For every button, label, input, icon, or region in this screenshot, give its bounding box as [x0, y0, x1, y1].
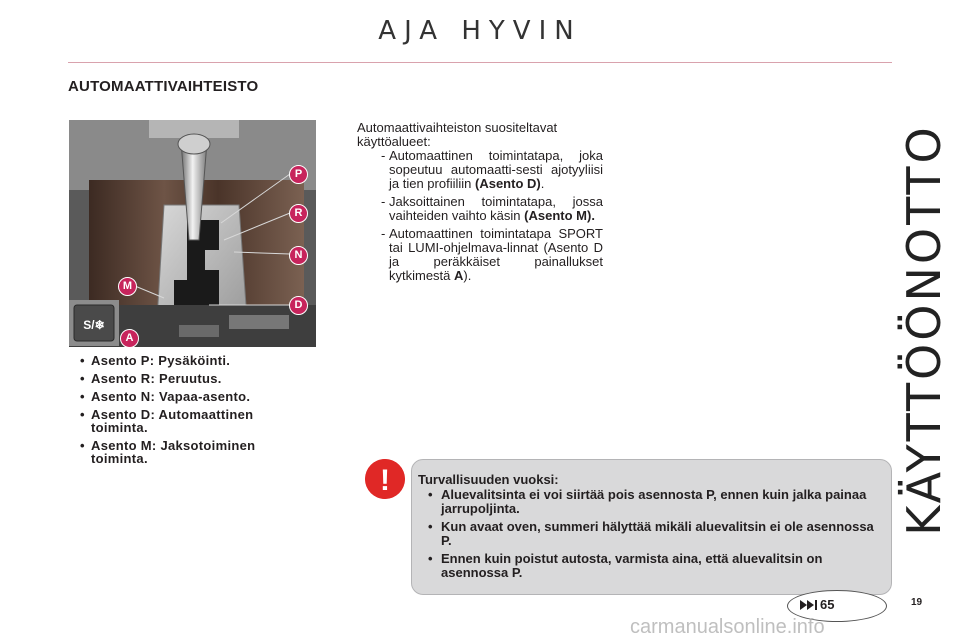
intro-lead: Automaattivaihteiston suositeltavat käyttöalueet: [357, 120, 558, 149]
mode-item [381, 148, 603, 191]
bullet-dot: • [80, 371, 85, 386]
mode-dash: - [381, 194, 386, 209]
position-text: Asento D: Automaattinen toiminta. [91, 407, 254, 435]
mode-after: . [540, 176, 545, 191]
warning-item [428, 488, 878, 516]
mode-text: Automaattinen toimintatapa SPORT tai LUMI-ohjelmava-linnat (Asento D ja peräkkäiset painallukset kytkimestä [389, 226, 603, 283]
page-reference-number: 65 [820, 597, 835, 612]
inset-switch-label: S/❄ [83, 318, 105, 332]
bullet-dot: • [428, 487, 433, 502]
position-item [80, 390, 310, 403]
header-divider [68, 62, 892, 63]
position-item [80, 408, 310, 434]
warning-text: Kun avaat oven, summeri hälyttää mikäli aluevalitsin ei ole asennossa P. [441, 519, 874, 548]
mode-emphasis: A [454, 268, 464, 283]
warning-text: Aluevalitsinta ei voi siirtää pois asennosta P, ennen kuin jalka painaa jarrupoljinta. [441, 487, 867, 516]
warning-title: Turvallisuuden vuoksi: [418, 472, 559, 487]
callout-r: R [289, 204, 308, 223]
warning-item [428, 552, 878, 580]
position-text: Asento R: Peruutus. [91, 371, 222, 386]
position-item [80, 372, 310, 385]
position-item [80, 439, 310, 465]
warning-item [428, 520, 878, 548]
side-chapter-title [896, 124, 952, 536]
mode-emphasis: (Asento M). [524, 208, 595, 223]
side-chapter-label: KÄYTTÖÖNOTTO [897, 124, 951, 536]
callout-m: M [118, 277, 137, 296]
callout-p: P [289, 165, 308, 184]
bullet-dot: • [428, 551, 433, 566]
mode-item [381, 194, 603, 223]
watermark: carmanualsonline.info [630, 616, 825, 638]
mode-emphasis: (Asento D) [475, 176, 541, 191]
bullet-dot: • [428, 519, 433, 534]
warning-list [428, 488, 878, 584]
page-number: 19 [911, 597, 923, 608]
callout-a: A [120, 329, 139, 348]
bullet-dot: • [80, 353, 85, 368]
exclamation-icon [365, 459, 405, 499]
callout-d: D [289, 296, 308, 315]
callout-n: N [289, 246, 308, 265]
mode-dash: - [381, 226, 386, 241]
mode-text: Automaattinen toimintatapa, joka sopeutuu automaatti-sesti ajotyyliisi ja tien profiiliin [389, 148, 603, 191]
mode-item [381, 226, 603, 283]
mode-after: ). [463, 268, 472, 283]
page-header-title: AJA HYVIN [378, 16, 582, 46]
warning-text: Ennen kuin poistut autosta, varmista aina, että aluevalitsin on asennossa P. [441, 551, 823, 580]
mode-dash: - [381, 148, 386, 163]
mode-list [381, 148, 603, 283]
position-item [80, 354, 310, 367]
snow-sport-switch-inset [69, 300, 119, 346]
section-title: AUTOMAATTIVAIHTEISTO [68, 78, 259, 95]
position-text: Asento N: Vapaa-asento. [91, 389, 251, 404]
position-text: Asento M: Jaksotoiminen toiminta. [91, 438, 256, 466]
mode-text: Jaksoittainen toimintatapa, jossa vaihteiden vaihto käsin [389, 194, 603, 223]
bullet-dot: • [80, 407, 85, 422]
bullet-dot: • [80, 438, 85, 453]
position-text: Asento P: Pysäköinti. [91, 353, 231, 368]
bullet-dot: • [80, 389, 85, 404]
warning-mark: ! [380, 464, 390, 497]
intro-text [357, 121, 603, 287]
double-arrow-icon [800, 600, 818, 610]
position-list [80, 354, 310, 470]
